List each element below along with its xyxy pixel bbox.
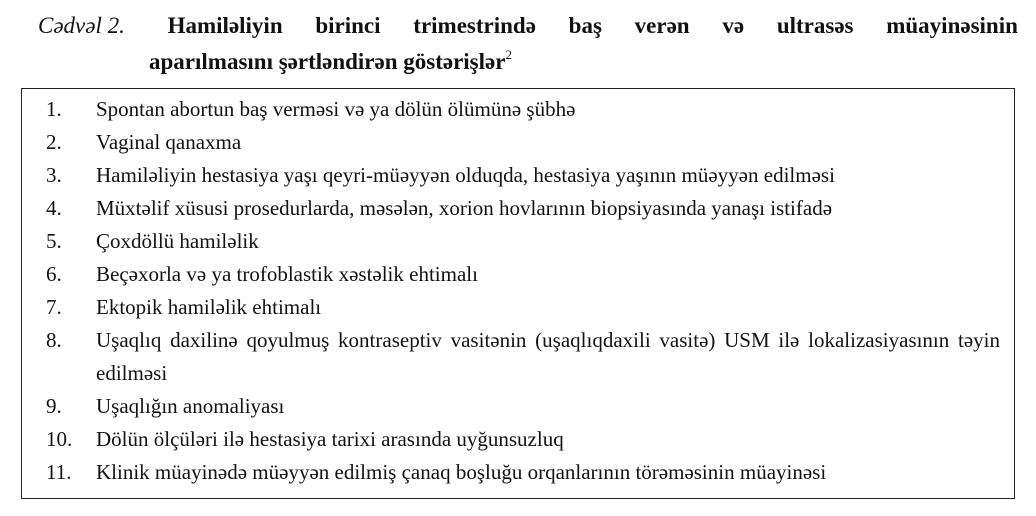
caption-title-end: aparılmasını şərtləndirən göstərişlər [149, 49, 506, 74]
row-text: Vaginal qanaxma [96, 130, 242, 154]
caption-word: ultrasəs [776, 13, 854, 38]
row-number: 7. [46, 295, 62, 319]
row-text: Dölün ölçüləri ilə hestasiya tarixi arasında uyğunsuzluq [96, 427, 564, 451]
row-text: Çoxdöllü hamiləlik [96, 229, 259, 253]
row-number: 8. [46, 328, 62, 352]
row-text: Beçəxorla və ya trofoblastik xəstəlik ehtimalı [96, 262, 478, 286]
row-number: 11. [46, 460, 72, 484]
caption-word: və [722, 13, 745, 38]
row-number: 5. [46, 229, 62, 253]
caption-line-2 [38, 44, 1018, 80]
row-number: 4. [46, 196, 62, 220]
row-text: Uşaqlıq daxilinə qoyulmuş kontraseptiv vasitənin (uşaqlıqdaxili vasitə) USM ilə lokalizasiyasının təyin edilməsi [96, 328, 1000, 385]
row-number: 1. [46, 97, 62, 121]
row-number: 2. [46, 130, 62, 154]
table-caption [38, 8, 1018, 80]
row-number: 9. [46, 394, 62, 418]
row-number: 3. [46, 163, 62, 187]
caption-word: müayinəsinin [886, 13, 1018, 38]
row-number: 10. [46, 427, 73, 451]
footnote-marker: 2 [505, 47, 512, 62]
row-text: Klinik müayinədə müəyyən edilmiş çanaq boşluğu orqanlarının törəməsinin müayinəsi [96, 460, 827, 484]
indications-table [21, 88, 1015, 499]
table-label: Cədvəl 2. [38, 13, 125, 38]
caption-word: baş [568, 13, 602, 38]
row-text: Müxtəlif xüsusi prosedurlarda, məsələn, xorion hovlarının biopsiyasında yanaşı istifadə [96, 196, 833, 220]
caption-word: trimestrində [413, 13, 536, 38]
caption-word: Hamiləliyin [167, 13, 283, 38]
row-number: 6. [46, 262, 62, 286]
row-text: Hamiləliyin hestasiya yaşı qeyri-müəyyən olduqda, hestasiya yaşının müəyyən edilməsi [96, 163, 835, 187]
caption-word: verən [634, 13, 690, 38]
caption-line-1 [38, 8, 1018, 44]
row-text: Spontan abortun baş verməsi və ya dölün ölümünə şübhə [96, 97, 576, 121]
caption-word: birinci [315, 13, 381, 38]
row-text: Uşaqlığın anomaliyası [96, 394, 285, 418]
row-text: Ektopik hamiləlik ehtimalı [96, 295, 322, 319]
